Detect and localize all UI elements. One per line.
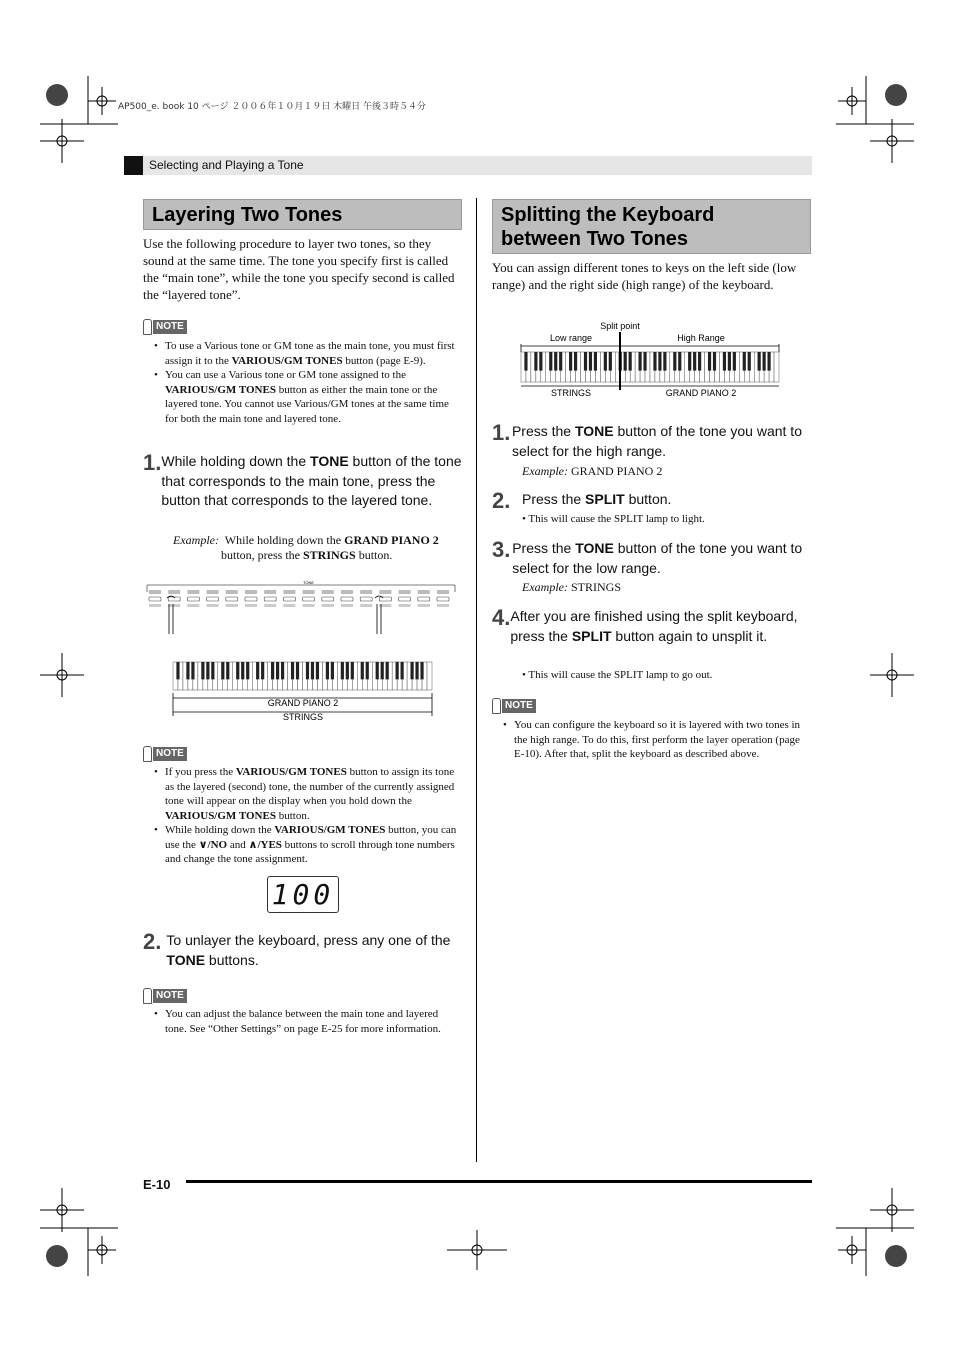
panel-function-caption <box>437 604 449 607</box>
left-intro: Use the following procedure to layer two tones, so they sound at the same time. The tone you specify first is called the “main tone”, while the tone you specify second is called the “layered tone”. <box>143 236 455 302</box>
panel-button <box>245 597 257 601</box>
step-text: Press the SPLIT button. <box>522 491 672 507</box>
panel-button-caption <box>418 590 430 594</box>
black-key <box>191 662 194 679</box>
black-key <box>733 352 736 371</box>
right-step-1 <box>492 422 810 461</box>
panel-button-caption <box>399 590 411 594</box>
black-key <box>201 662 204 679</box>
panel-button <box>322 597 334 601</box>
layer-diagram <box>145 580 457 725</box>
split-diagram <box>515 318 787 402</box>
chevron-down-icon: ∨ <box>198 837 208 851</box>
column-divider <box>476 198 477 1162</box>
note-badge-3 <box>143 987 187 1005</box>
panel-button <box>149 597 161 601</box>
black-key <box>767 352 770 371</box>
white-key <box>774 352 779 382</box>
panel-button-caption <box>149 590 161 594</box>
step-text: Press the TONE button of the tone you want to select for the high range. <box>511 423 802 459</box>
panel-button-caption <box>187 590 199 594</box>
black-key <box>554 352 557 371</box>
right-heading-line-1: Splitting the Keyboard <box>501 204 715 226</box>
right-heading <box>492 199 811 254</box>
note-label: NOTE <box>153 989 187 1003</box>
strings-label: STRINGS <box>550 388 592 398</box>
pencil-icon <box>143 746 152 762</box>
note-label: NOTE <box>502 699 536 713</box>
black-key <box>410 662 413 679</box>
note-list-4 <box>503 718 811 762</box>
black-key <box>653 352 656 371</box>
panel-function-caption <box>283 604 295 607</box>
left-step-1 <box>143 452 463 511</box>
right-step-3-example: Example: STRINGS <box>522 580 621 594</box>
black-key <box>658 352 661 371</box>
black-key <box>271 662 274 679</box>
black-key <box>763 352 766 371</box>
black-key <box>549 352 552 371</box>
lcd-value: 100 <box>271 878 335 911</box>
black-key <box>261 662 264 679</box>
panel-button <box>437 597 449 601</box>
right-step-1-example: Example: GRAND PIANO 2 <box>522 464 663 478</box>
black-key <box>366 662 369 679</box>
black-key <box>276 662 279 679</box>
black-key <box>361 662 364 679</box>
step-number: 4. <box>492 605 511 630</box>
step-number: 1. <box>143 450 162 475</box>
black-key <box>698 352 701 371</box>
black-key <box>534 352 537 371</box>
white-key <box>427 662 432 690</box>
panel-button <box>226 597 238 601</box>
panel-function-caption <box>418 604 430 607</box>
black-key <box>351 662 354 679</box>
panel-button <box>187 597 199 601</box>
black-key <box>241 662 244 679</box>
black-key <box>415 662 418 679</box>
black-key <box>311 662 314 679</box>
note-list-2 <box>154 765 464 867</box>
black-key <box>386 662 389 679</box>
black-key <box>326 662 329 679</box>
note-badge-4 <box>492 697 536 715</box>
black-key <box>306 662 309 679</box>
black-key <box>743 352 746 371</box>
panel-button <box>360 597 372 601</box>
lcd-display <box>267 876 339 913</box>
black-key <box>206 662 209 679</box>
step-text: While holding down the TONE button of the tone that corresponds to the main tone, press the button that corresponds to the layered tone. <box>161 453 462 508</box>
keyboard-keys <box>521 352 779 382</box>
list-item: • To use a Various tone or GM tone as the main tone, you must first assign it to the VARIOUS/GM TONES button (page E-9). <box>154 339 462 368</box>
pencil-icon <box>492 698 501 714</box>
panel-function-caption <box>149 604 161 607</box>
black-key <box>401 662 404 679</box>
right-step-2-sub: • This will cause the SPLIT lamp to light. <box>522 513 705 525</box>
panel-function-caption <box>207 604 219 607</box>
black-key <box>539 352 542 371</box>
black-key <box>176 662 179 679</box>
step-number: 1. <box>492 420 511 445</box>
panel-button-caption <box>322 590 334 594</box>
step-text: After you are finished using the split keyboard, press the SPLIT button again to unsplit it. <box>510 608 798 644</box>
step-number: 2. <box>143 929 162 954</box>
low-range-label: Low range <box>549 333 593 343</box>
black-key <box>584 352 587 371</box>
black-key <box>713 352 716 371</box>
black-key <box>291 662 294 679</box>
right-step-2 <box>492 490 810 512</box>
black-key <box>594 352 597 371</box>
page-number: E-10 <box>143 1177 171 1192</box>
black-key <box>629 352 632 371</box>
black-key <box>663 352 666 371</box>
black-key <box>296 662 299 679</box>
black-key <box>643 352 646 371</box>
panel-function-caption <box>303 604 315 607</box>
panel-function-caption <box>322 604 334 607</box>
panel-tone-label: TONE <box>303 580 315 585</box>
black-key <box>678 352 681 371</box>
note-list-3 <box>154 1007 462 1036</box>
press-arrows <box>167 596 383 634</box>
black-key <box>524 352 527 371</box>
black-key <box>758 352 761 371</box>
panel-button-caption <box>264 590 276 594</box>
black-key <box>609 352 612 371</box>
black-key <box>589 352 592 371</box>
panel-button <box>303 597 315 601</box>
black-key <box>569 352 572 371</box>
panel-function-caption <box>187 604 199 607</box>
black-key <box>420 662 423 679</box>
high-range-label: High Range <box>677 333 725 343</box>
panel-buttons <box>149 590 449 607</box>
black-key <box>331 662 334 679</box>
panel-button <box>207 597 219 601</box>
step-number: 3. <box>492 537 511 562</box>
panel-function-caption <box>264 604 276 607</box>
panel-button-caption <box>379 590 391 594</box>
panel-function-caption <box>226 604 238 607</box>
right-intro: You can assign different tones to keys on the left side (low range) and the right side (high range) of the keyboard. <box>492 260 797 292</box>
left-step-1-example: Example: While holding down the GRAND PIANO 2 button, press the STRINGS button. <box>173 533 439 562</box>
black-key <box>688 352 691 371</box>
list-item: • If you press the VARIOUS/GM TONES button to assign its tone as the layered (second) tone, the number of the currently assigned tone will appear on the display when you hold down the VARIOUS/GM TONES button. <box>154 765 464 823</box>
black-key <box>624 352 627 371</box>
black-key <box>673 352 676 371</box>
black-key <box>708 352 711 371</box>
section-bar <box>124 156 812 175</box>
step-number: 2. <box>492 488 511 513</box>
range-label-bottom: STRINGS <box>282 712 324 722</box>
black-key <box>638 352 641 371</box>
note-label: NOTE <box>153 320 187 334</box>
print-header: AP500_e. book 10 ページ ２００６年１０月１９日 木曜日 午後３時５４分 <box>118 102 427 112</box>
section-marker <box>124 156 143 175</box>
chevron-up-icon: ∧ <box>248 837 258 851</box>
panel-button <box>379 597 391 601</box>
note-list-1 <box>154 339 462 426</box>
left-heading <box>143 199 462 230</box>
panel-button-caption <box>360 590 372 594</box>
left-step-2 <box>143 931 463 970</box>
black-key <box>728 352 731 371</box>
black-key <box>256 662 259 679</box>
piano-label: GRAND PIANO 2 <box>665 388 737 398</box>
black-key <box>316 662 319 679</box>
black-key <box>748 352 751 371</box>
panel-button-caption <box>168 590 180 594</box>
panel-function-caption <box>360 604 372 607</box>
black-key <box>211 662 214 679</box>
footer-rule <box>186 1180 812 1183</box>
list-item: • You can adjust the balance between the main tone and layered tone. See “Other Settings” on page E-25 for more information. <box>154 1007 462 1036</box>
right-heading-line-2: between Two Tones <box>501 228 689 250</box>
panel-function-caption <box>245 604 257 607</box>
panel-button <box>341 597 353 601</box>
black-key <box>381 662 384 679</box>
step-text: Press the TONE button of the tone you want to select for the low range. <box>512 540 803 576</box>
right-step-3 <box>492 539 810 578</box>
black-key <box>396 662 399 679</box>
black-key <box>281 662 284 679</box>
black-key <box>693 352 696 371</box>
panel-button-caption <box>303 590 315 594</box>
split-point-label: Split point <box>600 321 640 331</box>
black-key <box>341 662 344 679</box>
panel-button <box>264 597 276 601</box>
pencil-icon <box>143 319 152 335</box>
black-key <box>604 352 607 371</box>
panel-function-caption <box>341 604 353 607</box>
list-item: • While holding down the VARIOUS/GM TONES button, you can use the ∨/NO and ∧/YES buttons to scroll through tone numbers and change the tone assignment. <box>154 823 464 867</box>
black-key <box>574 352 577 371</box>
black-key <box>246 662 249 679</box>
black-key <box>226 662 229 679</box>
panel-function-caption <box>399 604 411 607</box>
panel-button-caption <box>283 590 295 594</box>
black-key <box>221 662 224 679</box>
panel-button <box>418 597 430 601</box>
split-brackets <box>521 344 779 352</box>
black-key <box>346 662 349 679</box>
black-key <box>559 352 562 371</box>
black-key <box>236 662 239 679</box>
note-label: NOTE <box>153 747 187 761</box>
panel-button-caption <box>207 590 219 594</box>
panel-button <box>399 597 411 601</box>
list-item: • You can configure the keyboard so it is layered with two tones in the high range. To do this, first perform the layer operation (page E-10). After that, split the keyboard as described above. <box>503 718 811 762</box>
black-key <box>723 352 726 371</box>
section-title: Selecting and Playing a Tone <box>149 158 304 172</box>
keyboard-keys <box>173 662 432 690</box>
right-step-4 <box>492 607 810 646</box>
range-label-top: GRAND PIANO 2 <box>267 698 339 708</box>
pencil-icon <box>143 988 152 1004</box>
panel-button-caption <box>226 590 238 594</box>
step-text: To unlayer the keyboard, press any one of the TONE buttons. <box>166 932 451 968</box>
panel-button-caption <box>341 590 353 594</box>
note-badge-1 <box>143 318 187 336</box>
panel-button-caption <box>437 590 449 594</box>
list-item: • You can use a Various tone or GM tone assigned to the VARIOUS/GM TONES button as either the main tone or the layered tone. You cannot use Various/GM tones at the same time for both the main tone and layered tone. <box>154 368 462 426</box>
left-heading-text: Layering Two Tones <box>152 204 343 226</box>
note-badge-2 <box>143 745 187 763</box>
black-key <box>376 662 379 679</box>
panel-button-caption <box>245 590 257 594</box>
panel-button <box>283 597 295 601</box>
right-step-4-sub: • This will cause the SPLIT lamp to go out. <box>522 669 713 681</box>
panel-function-caption <box>168 604 180 607</box>
black-key <box>186 662 189 679</box>
